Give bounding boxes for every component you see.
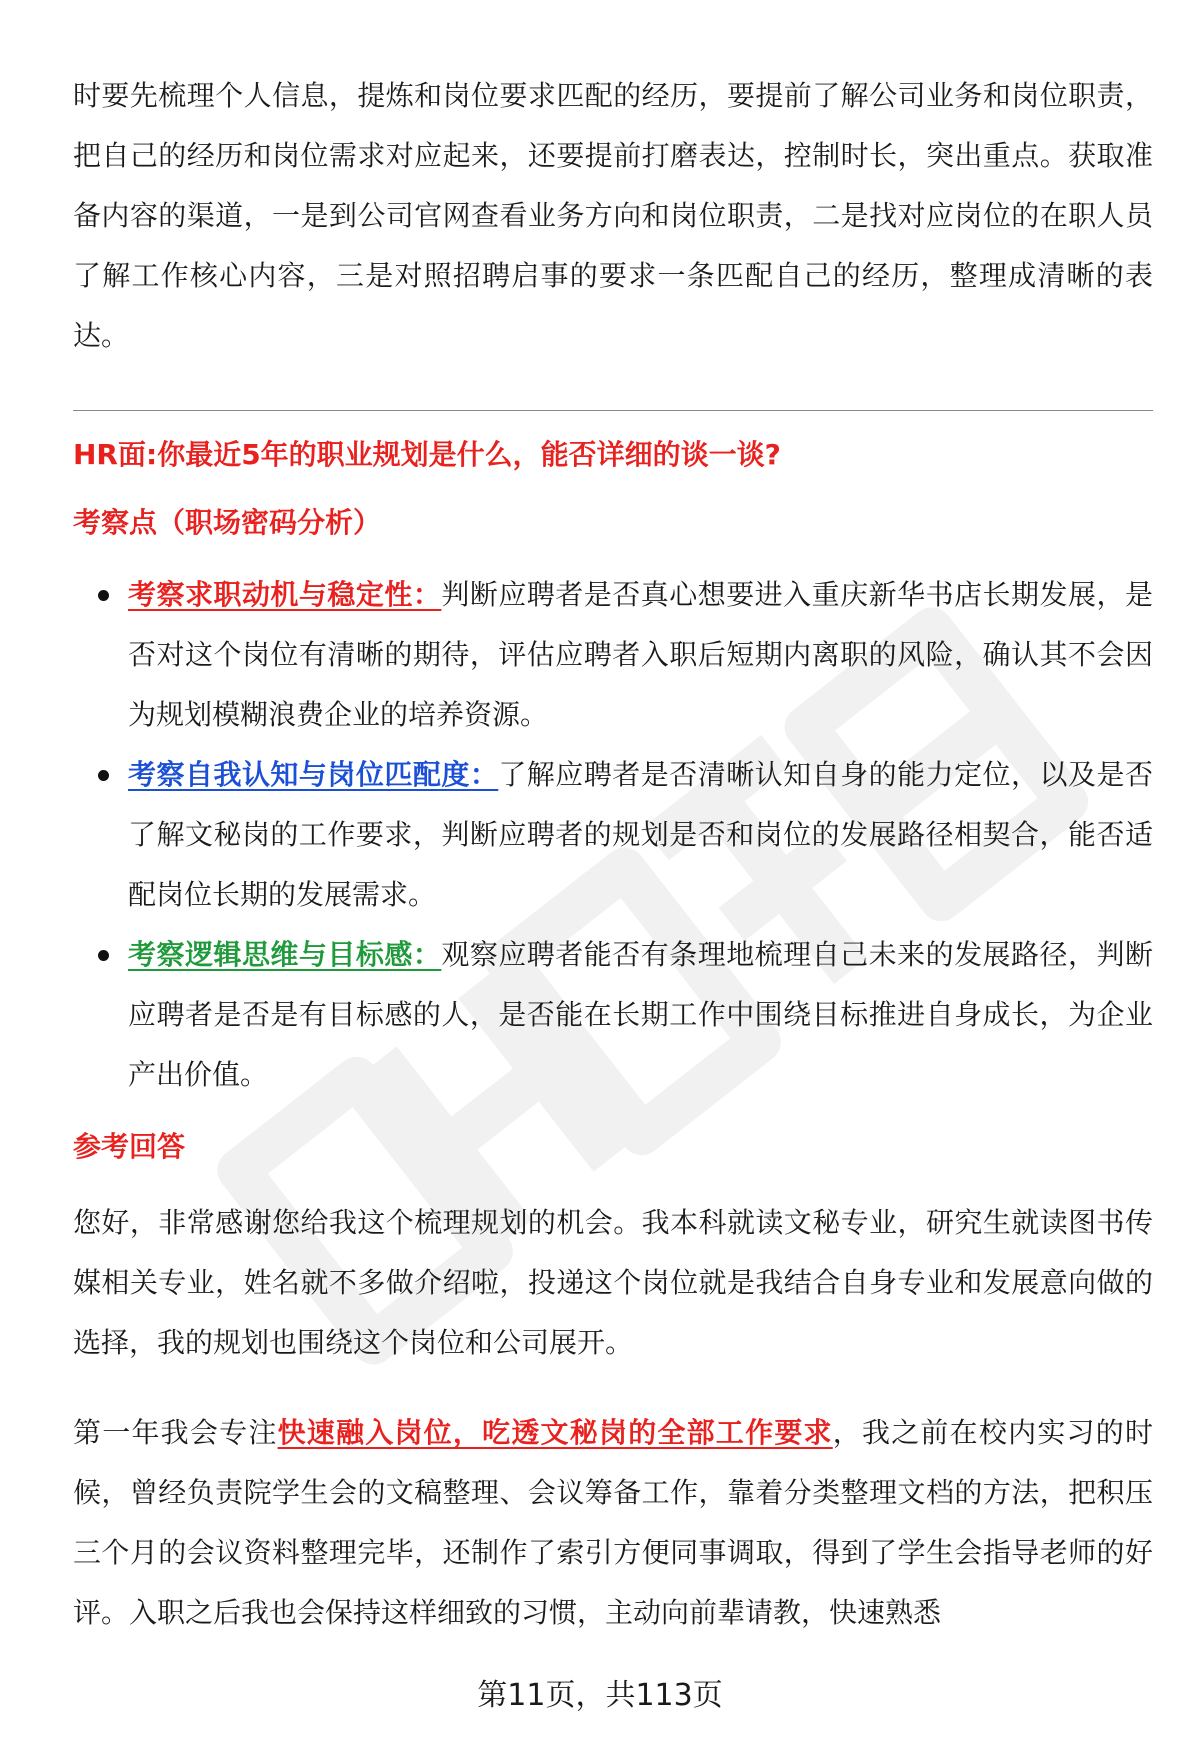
answer-highlight: 快速融入岗位，吃透文秘岗的全部工作要求	[277, 1416, 833, 1449]
point-text: 了解应聘者是否清晰认知自身的能力定位，以及是否了解文秘岗的工作要求，判断应聘者的规划是否和岗位的发展路径相契合，能否适配岗位长期的发展需求。	[128, 758, 1153, 911]
answer-heading: 参考回答	[73, 1130, 186, 1163]
answer-text-before: 第一年我会专注	[73, 1416, 278, 1449]
list-item	[73, 745, 1153, 925]
section-divider	[73, 410, 1153, 411]
point-keyword: 考察求职动机与稳定性：	[128, 578, 442, 611]
point-keyword: 考察自我认知与岗位匹配度：	[128, 758, 499, 791]
answer-paragraph-2	[73, 1403, 1153, 1643]
question-heading: HR面:你最近5年的职业规划是什么，能否详细的谈一谈?	[73, 438, 781, 471]
analysis-heading: 考察点（职场密码分析）	[73, 506, 382, 539]
bullet-icon	[98, 950, 109, 961]
list-item	[73, 565, 1153, 745]
list-item	[73, 925, 1153, 1105]
content-area	[73, 66, 1153, 1643]
bullet-icon	[98, 770, 109, 781]
answer-text-after: ，我之前在校内实习的时候，曾经负责院学生会的文稿整理、会议筹备工作，靠着分类整理文档的方法，把积压三个月的会议资料整理完毕，还制作了索引方便同事调取，得到了学生会指导老师的好评。入职之后我也会保持这样细致的习惯，主动向前辈请教，快速熟悉	[73, 1416, 1153, 1629]
point-text: 判断应聘者是否真心想要进入重庆新华书店长期发展，是否对这个岗位有清晰的期待，评估应聘者入职后短期内离职的风险，确认其不会因为规划模糊浪费企业的培养资源。	[128, 578, 1153, 731]
point-text: 观察应聘者能否有条理地梳理自己未来的发展路径，判断应聘者是否是有目标感的人，是否能在长期工作中围绕目标推进自身成长，为企业产出价值。	[128, 938, 1153, 1091]
intro-paragraph: 时要先梳理个人信息，提炼和岗位要求匹配的经历，要提前了解公司业务和岗位职责，把自己的经历和岗位需求对应起来，还要提前打磨表达，控制时长，突出重点。获取准备内容的渠道，一是到公司官网查看业务方向和岗位职责，二是找对应岗位的在职人员了解工作核心内容，三是对照招聘启事的要求一条匹配自己的经历，整理成清晰的表达。	[73, 79, 1153, 352]
answer-paragraph-1: 您好，非常感谢您给我这个梳理规划的机会。我本科就读文秘专业，研究生就读图书传媒相关专业，姓名就不多做介绍啦，投递这个岗位就是我结合自身专业和发展意向做的选择，我的规划也围绕这个岗位和公司展开。	[73, 1206, 1153, 1359]
point-keyword: 考察逻辑思维与目标感：	[128, 938, 442, 971]
analysis-points-list	[73, 565, 1153, 1105]
bullet-icon	[98, 590, 109, 601]
page-footer: 第11页，共113页	[477, 1678, 723, 1713]
